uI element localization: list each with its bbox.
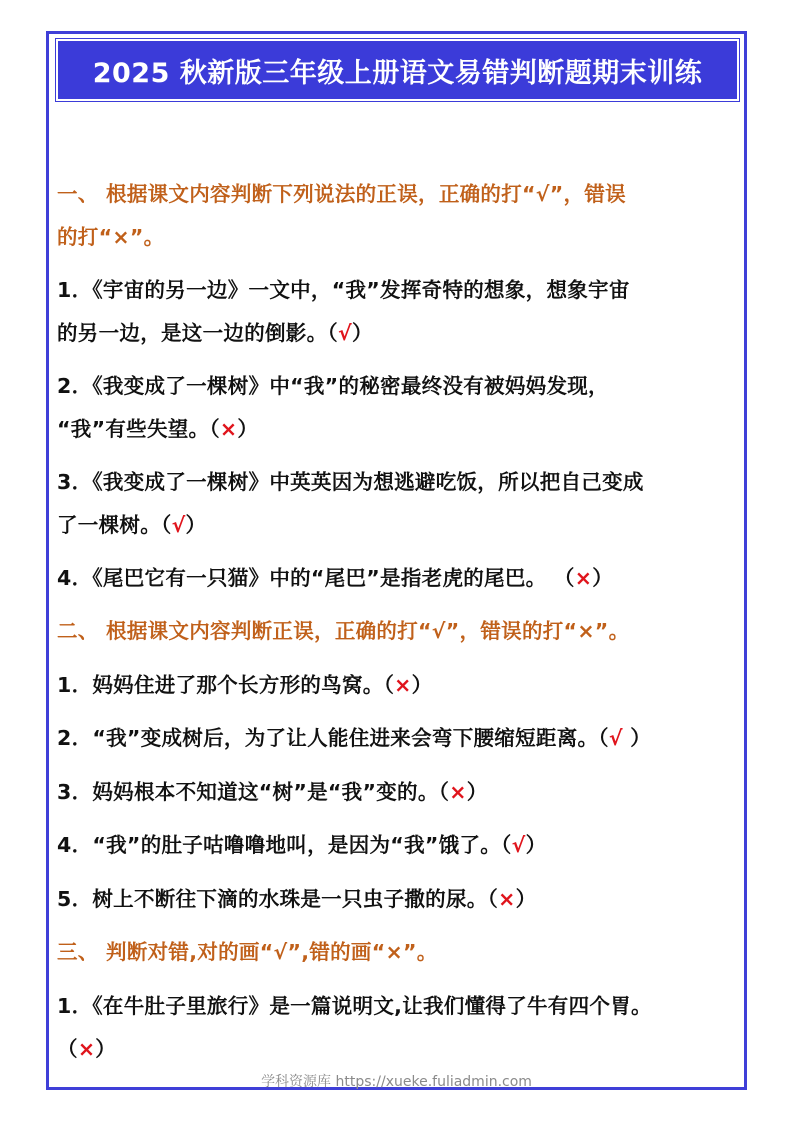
question-text: （ (57, 1037, 78, 1061)
answer-mark: × (77, 1037, 96, 1061)
section-heading-1-cont (57, 220, 164, 250)
paren-close: ） (466, 780, 488, 804)
line-text: 一、 根据课文内容判断下列说法的正误，正确的打“√”，错误 (57, 182, 626, 206)
section-heading-2 (57, 614, 629, 644)
question-line (57, 828, 546, 858)
paren-close: ） (592, 566, 613, 590)
question-line (57, 508, 206, 538)
question-text: 1．《在牛肚子里旅行》是一篇说明文,让我们懂得了牛有四个胃。 (57, 994, 652, 1018)
answer-mark: √ (337, 321, 352, 345)
answer-mark: √ (608, 726, 623, 750)
question-line (57, 721, 651, 751)
question-text: 了一棵树。（ (57, 513, 172, 537)
question-line (57, 989, 652, 1019)
paren-close: ） (237, 417, 259, 441)
paren-close: ） (622, 726, 652, 750)
question-text: 1．《宇宙的另一边》一文中，“我”发挥奇特的想象，想象宇宙 (57, 278, 630, 302)
question-text: 5．树上不断往下滴的水珠是一只虫子撒的尿。（ (57, 887, 499, 911)
question-text: 4．《尾巴它有一只猫》中的“尾巴”是指老虎的尾巴。 （ (57, 566, 575, 590)
question-line (57, 668, 432, 698)
question-text: 1．妈妈住进了那个长方形的鸟窝。（ (57, 673, 395, 697)
line-text: 的打“×”。 (57, 225, 165, 249)
paren-close: ） (515, 887, 537, 911)
question-text: 的另一边，是这一边的倒影。（ (57, 321, 338, 345)
question-text: 3．《我变成了一棵树》中英英因为想逃避吃饭，所以把自己变成 (57, 470, 644, 494)
answer-mark: × (219, 417, 238, 441)
footer-source-url: 学科资源库 https://xueke.fuliadmin.com (261, 1074, 532, 1090)
question-line (57, 775, 488, 805)
question-line (57, 316, 373, 346)
paren-close: ） (411, 673, 433, 697)
question-line (57, 412, 258, 442)
question-line (57, 273, 630, 303)
answer-mark: √ (511, 833, 526, 857)
question-line (57, 369, 609, 399)
question-line (57, 561, 613, 591)
answer-mark: × (574, 566, 593, 590)
question-line (57, 465, 644, 495)
answer-mark: × (449, 780, 467, 804)
paren-close: ） (95, 1037, 117, 1061)
question-line (57, 1032, 116, 1062)
section-heading-3 (57, 935, 438, 965)
answer-mark: × (498, 887, 516, 911)
paren-close: ） (525, 833, 547, 857)
answer-mark: × (394, 673, 412, 697)
line-text: 三、 判断对错,对的画“√”,错的画“×”。 (57, 940, 438, 964)
answer-mark: √ (171, 513, 186, 537)
section-heading-1 (57, 177, 626, 207)
question-text: 2．《我变成了一棵树》中“我”的秘密最终没有被妈妈发现， (57, 374, 609, 398)
paren-close: ） (351, 321, 373, 345)
page-title: 2025 秋新版三年级上册语文易错判断题期末训练 (56, 39, 739, 101)
question-text: “我”有些失望。（ (57, 417, 220, 441)
paren-close: ） (185, 513, 207, 537)
question-line (57, 882, 536, 912)
question-text: 3．妈妈根本不知道这“树”是“我”变的。（ (57, 780, 450, 804)
question-text: 4．“我”的肚子咕噜噜地叫，是因为“我”饿了。（ (57, 833, 512, 857)
question-text: 2．“我”变成树后，为了让人能住进来会弯下腰缩短距离。（ (57, 726, 609, 750)
line-text: 二、 根据课文内容判断正误，正确的打“√”，错误的打“×”。 (57, 619, 630, 643)
